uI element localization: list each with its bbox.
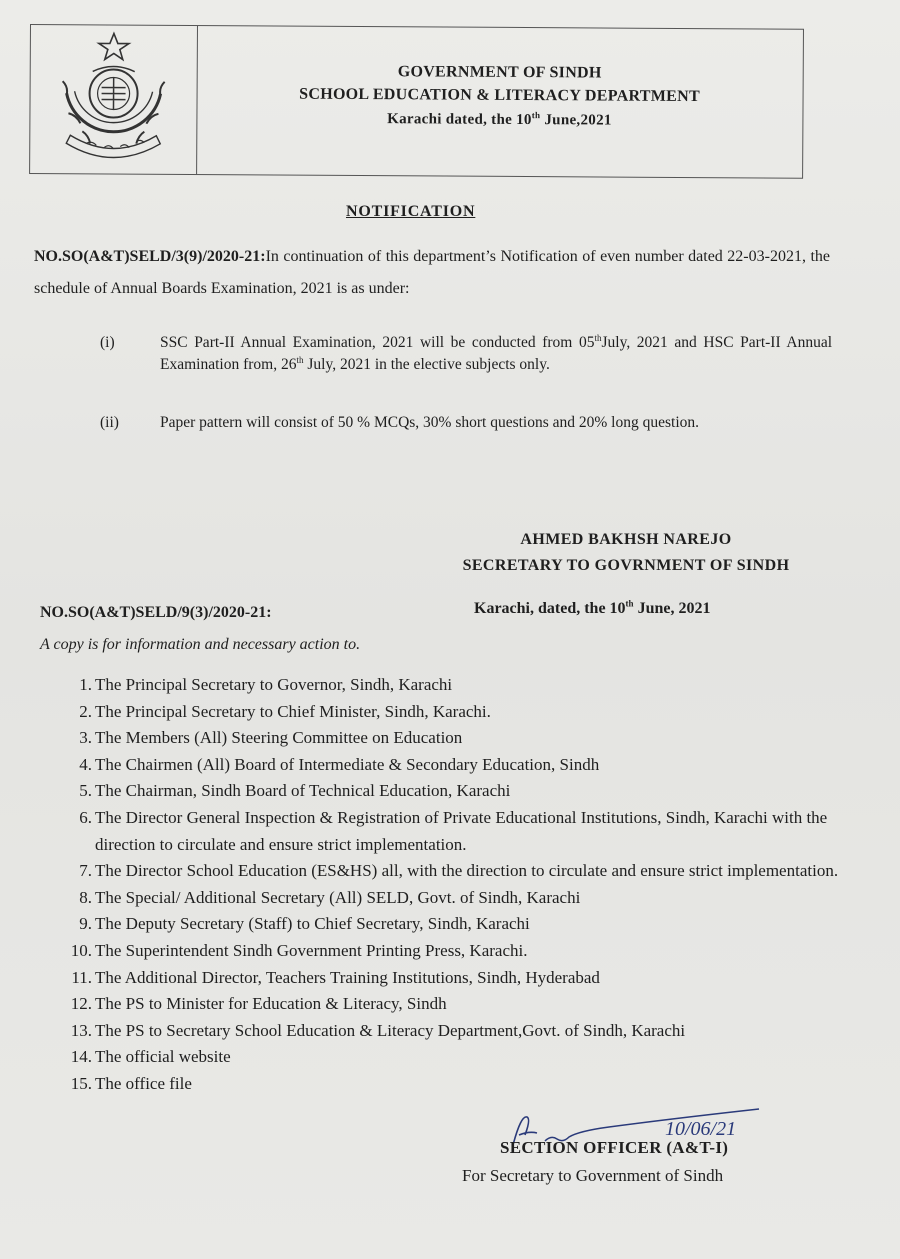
- recipient-list: [60, 672, 890, 1098]
- recipient-number: 9.: [79, 914, 92, 934]
- recipient-text: The Chairmen (All) Board of Intermediate & Secondary Education, Sindh: [95, 754, 600, 774]
- recipient-number: 12.: [70, 994, 92, 1014]
- notification-title: NOTIFICATION: [346, 203, 476, 220]
- recipient-number: 11.: [71, 967, 92, 987]
- recipient-item: [60, 1044, 890, 1071]
- copy-reference-number: NO.SO(A&T)SELD/9(3)/2020-21:: [40, 604, 272, 621]
- recipient-text: The Principal Secretary to Governor, Sindh, Karachi: [95, 675, 453, 694]
- recipient-text: The PS to Secretary School Education & Literacy Department,Govt. of Sindh, Karachi: [95, 1020, 686, 1040]
- recipient-text: The Chairman, Sindh Board of Technical Education, Karachi: [95, 781, 511, 801]
- header-date: Karachi dated, the 10th June,2021: [387, 110, 612, 129]
- recipient-text: The Deputy Secretary (Staff) to Chief Secretary, Sindh, Karachi: [95, 914, 530, 934]
- recipient-number: 8.: [79, 887, 92, 907]
- point-text: Paper pattern will consist of 50 % MCQs, 30% short questions and 20% long question.: [160, 414, 700, 431]
- letterhead-box: [29, 24, 804, 179]
- recipient-number: 14.: [70, 1047, 92, 1067]
- recipient-text: The official website: [95, 1047, 231, 1067]
- logo-cell: [30, 25, 198, 174]
- recipient-text: The office file: [95, 1073, 192, 1093]
- signatory-name: AHMED BAKHSH NAREJO: [520, 531, 732, 548]
- recipient-item: [60, 858, 890, 885]
- signature-date: 10/06/21: [665, 1118, 737, 1140]
- recipient-number: 10.: [70, 940, 92, 960]
- recipient-item: [60, 885, 890, 912]
- recipient-text: The Members (All) Steering Committee on Education: [95, 728, 463, 748]
- recipient-text: The Director School Education (ES&HS) all, with the direction to circulate and ensure strict implementation.: [95, 861, 839, 881]
- government-of-sindh-seal-icon: [52, 31, 175, 166]
- recipient-text: The Principal Secretary to Chief Minister, Sindh, Karachi.: [95, 701, 491, 721]
- recipient-item: [60, 911, 890, 938]
- recipient-text: The Superintendent Sindh Government Printing Press, Karachi.: [95, 940, 528, 960]
- recipient-number: 3.: [79, 728, 92, 748]
- for-secretary: For Secretary to Government of Sindh: [462, 1166, 724, 1185]
- recipient-item: [60, 699, 890, 726]
- notification-intro: [34, 241, 830, 305]
- notification-number: NO.SO(A&T)SELD/3(9)/2020-21:: [34, 248, 266, 265]
- recipient-item: [60, 938, 890, 965]
- recipient-item: [60, 991, 890, 1018]
- recipient-number: 6.: [79, 807, 92, 827]
- recipient-item: [60, 965, 890, 992]
- recipient-text: The Director General Inspection & Registration of Private Educational Institutions, Sindh, Karachi with the direction to circulate and ensure strict implementation.: [95, 807, 828, 854]
- recipient-item: [60, 725, 890, 752]
- recipient-item: [60, 1071, 890, 1098]
- intro-text: In continuation of this department’s Notification of even number dated 22-03-2021, the schedule of Annual Boards Examination, 2021 is as under:: [34, 248, 830, 297]
- recipient-number: 7.: [79, 861, 92, 881]
- section-officer: SECTION OFFICER (A&T-I): [500, 1138, 729, 1157]
- recipient-item: [60, 752, 890, 779]
- signatory-block: [420, 527, 832, 579]
- recipient-number: 13.: [70, 1020, 92, 1040]
- recipient-number: 5.: [79, 781, 92, 801]
- recipient-item: [60, 805, 890, 858]
- signatory-designation: SECRETARY TO GOVRNMENT OF SINDH: [462, 557, 790, 574]
- letterhead-text: [196, 60, 802, 134]
- recipient-text: The PS to Minister for Education & Literacy, Sindh: [95, 994, 447, 1014]
- recipient-item: [60, 672, 890, 699]
- recipient-number: 15.: [70, 1073, 92, 1093]
- point-marker: (ii): [100, 414, 119, 431]
- recipient-text: The Special/ Additional Secretary (All) SELD, Govt. of Sindh, Karachi: [95, 887, 581, 907]
- recipient-number: 2.: [79, 701, 92, 721]
- department-name: SCHOOL EDUCATION & LITERACY DEPARTMENT: [299, 85, 701, 106]
- point-marker: (i): [100, 334, 115, 351]
- recipient-text: The Additional Director, Teachers Training Institutions, Sindh, Hyderabad: [95, 967, 600, 987]
- recipient-item: [60, 778, 890, 805]
- point-text: SSC Part-II Annual Examination, 2021 will be conducted from 05thJuly, 2021 and HSC Part-II Annual Examination from, 26th July, 2021 in the elective subjects only.: [160, 332, 833, 373]
- copy-intro: A copy is for information and necessary action to.: [40, 636, 361, 653]
- copy-reference-date: Karachi, dated, the 10th June, 2021: [474, 598, 711, 617]
- recipient-number: 4.: [79, 754, 92, 774]
- government-name: GOVERNMENT OF SINDH: [397, 63, 602, 82]
- recipient-item: [60, 1018, 890, 1045]
- recipient-number: 1.: [79, 675, 92, 694]
